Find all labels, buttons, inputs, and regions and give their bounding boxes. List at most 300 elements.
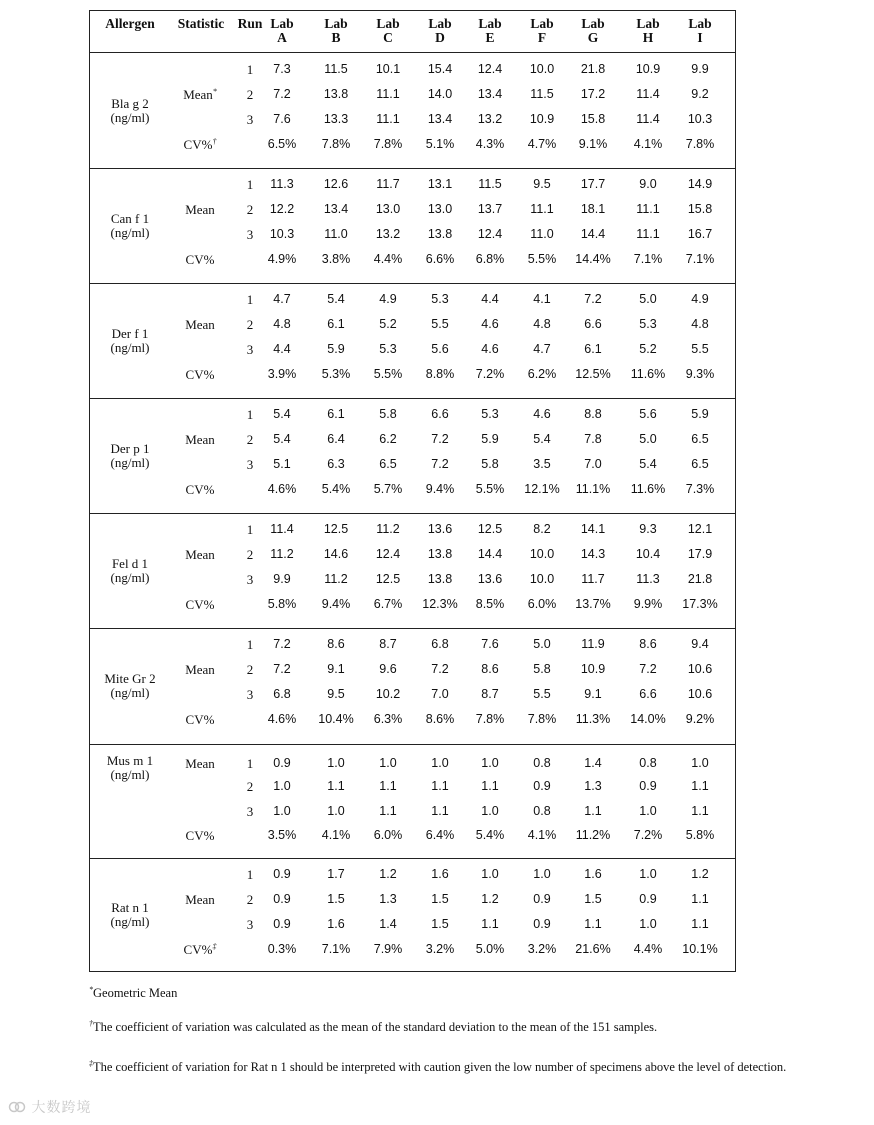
cv-value-cell: 4.1%: [527, 828, 557, 842]
value-cell: 5.3: [481, 407, 499, 421]
header-lab-top: Lab: [270, 16, 294, 31]
value-cell: 8.6: [481, 662, 499, 676]
header-lab-letter: F: [537, 30, 547, 45]
run-number: 3: [246, 687, 254, 702]
value-cell: 11.4: [270, 522, 294, 536]
value-cell: 11.5: [478, 177, 502, 191]
allergen-unit: (ng/ml): [110, 454, 150, 470]
watermark-text: 大数跨境: [31, 1100, 92, 1116]
value-cell: 8.6: [327, 637, 345, 651]
value-cell: 0.9: [273, 892, 291, 906]
allergen-unit: (ng/ml): [110, 224, 150, 240]
value-cell: 17.9: [687, 547, 713, 561]
cv-value-cell: 4.1%: [633, 137, 663, 151]
value-cell: 7.2: [431, 662, 449, 676]
cv-value-cell: 5.8%: [685, 828, 715, 842]
cv-value-cell: 6.0%: [373, 828, 403, 842]
statistic-mean-label: [172, 432, 228, 448]
cv-value-cell: 6.7%: [373, 597, 403, 611]
cv-value-cell: 7.8%: [321, 137, 351, 151]
footnote-marker: ‡: [89, 1059, 93, 1068]
mean-label-text: Mean: [185, 547, 215, 562]
value-cell: 0.8: [533, 804, 551, 818]
header-lab-letter: H: [642, 30, 654, 45]
value-cell: 6.6: [584, 317, 602, 331]
header-lab-h: [621, 17, 675, 45]
value-cell: 6.4: [327, 432, 345, 446]
value-cell: 5.4: [639, 457, 657, 471]
value-cell: 1.0: [431, 756, 449, 770]
footnote: [89, 1019, 657, 1035]
value-cell: 13.0: [375, 202, 401, 216]
value-cell: 13.6: [477, 572, 503, 586]
cv-value-cell: 3.8%: [321, 252, 351, 266]
value-cell: 16.7: [687, 227, 713, 241]
run-number: 3: [246, 112, 254, 127]
value-cell: 0.9: [639, 892, 657, 906]
allergen-unit: (ng/ml): [110, 109, 150, 125]
value-cell: 1.1: [584, 917, 602, 931]
value-cell: 1.0: [327, 804, 345, 818]
value-cell: 7.0: [431, 687, 449, 701]
value-cell: 6.8: [431, 637, 449, 651]
cv-label-text: CV%: [185, 252, 215, 267]
cv-value-cell: 4.1%: [321, 828, 351, 842]
value-cell: 1.0: [639, 867, 657, 881]
run-number: 3: [246, 572, 254, 587]
run-number: 1: [246, 407, 254, 422]
value-cell: 1.5: [584, 892, 602, 906]
value-cell: 12.4: [477, 62, 503, 76]
value-cell: 5.2: [379, 317, 397, 331]
statistic-cv-label: [172, 942, 228, 958]
cv-value-cell: 5.3%: [321, 367, 351, 381]
value-cell: 4.4: [273, 342, 291, 356]
allergen-name: Mite Gr 2: [104, 671, 156, 686]
value-cell: 5.4: [533, 432, 551, 446]
allergen-name-cell: [94, 754, 166, 782]
header-lab-e: [463, 17, 517, 45]
value-cell: 1.0: [639, 917, 657, 931]
header-lab-letter: I: [697, 30, 703, 45]
cv-value-cell: 9.9%: [633, 597, 663, 611]
value-cell: 1.0: [533, 867, 551, 881]
value-cell: 1.1: [481, 779, 499, 793]
value-cell: 7.2: [431, 432, 449, 446]
value-cell: 14.6: [323, 547, 349, 561]
value-cell: 5.3: [639, 317, 657, 331]
value-cell: 1.7: [327, 867, 345, 881]
watermark-logo: [8, 1097, 91, 1117]
header-allergen: Allergen: [105, 16, 155, 31]
footnote-marker: †: [89, 1019, 93, 1028]
allergen-name-cell: [94, 97, 166, 125]
cv-label-text: CV%: [183, 137, 213, 152]
value-cell: 1.0: [481, 867, 499, 881]
cv-value-cell: 9.1%: [578, 137, 608, 151]
allergen-group: [90, 513, 735, 629]
value-cell: 11.7: [581, 572, 605, 586]
allergen-name-cell: [94, 442, 166, 470]
value-cell: 1.6: [431, 867, 449, 881]
allergen-name: Der p 1: [110, 440, 150, 456]
mean-label-text: Mean: [185, 432, 215, 447]
value-cell: 9.5: [327, 687, 345, 701]
run-number: 1: [246, 177, 254, 192]
allergen-name-cell: [94, 557, 166, 585]
cv-value-cell: 9.4%: [321, 597, 351, 611]
value-cell: 4.9: [379, 292, 397, 306]
cv-value-cell: 7.3%: [685, 482, 715, 496]
cv-value-cell: 0.3%: [267, 942, 297, 956]
value-cell: 11.0: [324, 227, 348, 241]
run-number: 3: [246, 457, 254, 472]
header-lab-top: Lab: [688, 16, 712, 31]
cv-value-cell: 9.4%: [425, 482, 455, 496]
header-lab-letter: C: [383, 30, 393, 45]
value-cell: 10.9: [529, 112, 555, 126]
value-cell: 4.7: [533, 342, 551, 356]
value-cell: 1.1: [691, 892, 709, 906]
value-cell: 6.3: [327, 457, 345, 471]
cv-value-cell: 4.4%: [633, 942, 663, 956]
value-cell: 3.5: [533, 457, 551, 471]
cv-value-cell: 13.7%: [575, 597, 611, 611]
allergen-name-cell: [94, 672, 166, 700]
value-cell: 5.5: [431, 317, 449, 331]
cv-value-cell: 11.2%: [575, 828, 611, 842]
value-cell: 1.1: [379, 779, 397, 793]
value-cell: 13.1: [427, 177, 453, 191]
header-lab-top: Lab: [530, 16, 554, 31]
allergen-name-cell: [94, 327, 166, 355]
header-lab-letter: A: [277, 30, 287, 45]
value-cell: 13.8: [427, 227, 453, 241]
value-cell: 7.2: [273, 637, 291, 651]
value-cell: 11.5: [324, 62, 348, 76]
value-cell: 5.9: [481, 432, 499, 446]
allergen-name-cell: [94, 212, 166, 240]
allergen-unit: (ng/ml): [110, 685, 150, 700]
value-cell: 4.4: [481, 292, 499, 306]
header-lab-b: [309, 17, 363, 45]
value-cell: 0.9: [533, 892, 551, 906]
value-cell: 6.5: [691, 457, 709, 471]
cv-value-cell: 4.6%: [267, 712, 297, 726]
table-header-row: [90, 11, 735, 53]
footnote-marker: †: [212, 137, 217, 146]
value-cell: 11.2: [376, 522, 400, 536]
value-cell: 4.9: [691, 292, 709, 306]
run-number: 2: [246, 779, 254, 794]
value-cell: 1.0: [481, 756, 499, 770]
cv-value-cell: 7.1%: [633, 252, 663, 266]
run-number: 2: [246, 662, 254, 677]
cv-value-cell: 12.5%: [575, 367, 611, 381]
value-cell: 1.1: [379, 804, 397, 818]
value-cell: 4.8: [273, 317, 291, 331]
cv-value-cell: 6.0%: [527, 597, 557, 611]
cv-value-cell: 6.2%: [527, 367, 557, 381]
run-number: 1: [246, 867, 254, 882]
value-cell: 11.4: [636, 112, 660, 126]
footnote-text: The coefficient of variation for Rat n 1 should be interpreted with caution given the low number of specimens above the level of detection.: [93, 1060, 787, 1074]
statistic-cv-label: [172, 252, 228, 268]
value-cell: 7.2: [584, 292, 602, 306]
value-cell: 0.8: [533, 756, 551, 770]
value-cell: 8.7: [481, 687, 499, 701]
value-cell: 7.3: [273, 62, 291, 76]
value-cell: 8.2: [533, 522, 551, 536]
cv-value-cell: 7.9%: [373, 942, 403, 956]
value-cell: 5.0: [639, 292, 657, 306]
header-lab-a: [255, 17, 309, 45]
value-cell: 10.4: [635, 547, 661, 561]
header-lab-letter: G: [587, 30, 599, 45]
value-cell: 11.2: [270, 547, 294, 561]
statistic-mean-label: [172, 662, 228, 678]
value-cell: 11.1: [376, 112, 400, 126]
value-cell: 14.4: [477, 547, 503, 561]
cv-value-cell: 11.6%: [630, 367, 666, 381]
value-cell: 11.1: [636, 227, 660, 241]
value-cell: 4.7: [273, 292, 291, 306]
header-lab-letter: E: [485, 30, 495, 45]
run-number: 1: [246, 62, 254, 77]
statistic-cv-label: [172, 828, 228, 844]
value-cell: 4.1: [533, 292, 551, 306]
value-cell: 18.1: [580, 202, 606, 216]
value-cell: 0.9: [639, 779, 657, 793]
cv-value-cell: 6.5%: [267, 137, 297, 151]
value-cell: 4.6: [481, 317, 499, 331]
value-cell: 1.6: [327, 917, 345, 931]
cv-value-cell: 5.8%: [267, 597, 297, 611]
value-cell: 5.4: [273, 432, 291, 446]
value-cell: 9.2: [691, 87, 709, 101]
value-cell: 10.6: [687, 687, 713, 701]
value-cell: 1.5: [431, 917, 449, 931]
value-cell: 7.8: [584, 432, 602, 446]
value-cell: 1.4: [379, 917, 397, 931]
footnote-marker: *: [212, 87, 217, 96]
value-cell: 0.9: [273, 867, 291, 881]
value-cell: 5.0: [533, 637, 551, 651]
value-cell: 6.8: [273, 687, 291, 701]
value-cell: 8.8: [584, 407, 602, 421]
value-cell: 6.5: [691, 432, 709, 446]
value-cell: 10.3: [687, 112, 713, 126]
value-cell: 13.0: [427, 202, 453, 216]
run-number: 2: [246, 547, 254, 562]
header-lab-top: Lab: [376, 16, 400, 31]
allergen-group: [90, 744, 735, 859]
value-cell: 5.5: [691, 342, 709, 356]
value-cell: 12.4: [477, 227, 503, 241]
header-lab-c: [361, 17, 415, 45]
value-cell: 10.9: [580, 662, 606, 676]
value-cell: 5.1: [273, 457, 291, 471]
header-lab-top: Lab: [581, 16, 605, 31]
cv-value-cell: 7.8%: [373, 137, 403, 151]
value-cell: 1.3: [584, 779, 602, 793]
cv-value-cell: 3.9%: [267, 367, 297, 381]
mean-label-text: Mean: [183, 87, 213, 102]
value-cell: 13.4: [477, 87, 503, 101]
run-number: 2: [246, 317, 254, 332]
value-cell: 1.1: [481, 917, 499, 931]
value-cell: 1.2: [481, 892, 499, 906]
value-cell: 5.0: [639, 432, 657, 446]
value-cell: 1.4: [584, 756, 602, 770]
cv-value-cell: 5.5%: [373, 367, 403, 381]
cv-value-cell: 8.5%: [475, 597, 505, 611]
value-cell: 12.2: [269, 202, 295, 216]
value-cell: 15.8: [580, 112, 606, 126]
value-cell: 9.1: [584, 687, 602, 701]
value-cell: 1.2: [379, 867, 397, 881]
cv-value-cell: 7.2%: [475, 367, 505, 381]
value-cell: 13.8: [323, 87, 349, 101]
value-cell: 11.3: [270, 177, 294, 191]
value-cell: 1.5: [327, 892, 345, 906]
value-cell: 11.2: [324, 572, 348, 586]
value-cell: 5.6: [639, 407, 657, 421]
cv-value-cell: 7.8%: [685, 137, 715, 151]
value-cell: 4.6: [533, 407, 551, 421]
value-cell: 21.8: [580, 62, 606, 76]
cv-value-cell: 6.4%: [425, 828, 455, 842]
value-cell: 8.7: [379, 637, 397, 651]
cv-value-cell: 5.4%: [321, 482, 351, 496]
cv-value-cell: 5.5%: [475, 482, 505, 496]
header-lab-f: [515, 17, 569, 45]
value-cell: 11.0: [530, 227, 554, 241]
value-cell: 10.9: [635, 62, 661, 76]
header-lab-top: Lab: [478, 16, 502, 31]
value-cell: 5.8: [481, 457, 499, 471]
cv-value-cell: 12.3%: [422, 597, 458, 611]
value-cell: 9.1: [327, 662, 345, 676]
value-cell: 0.9: [533, 917, 551, 931]
value-cell: 5.8: [379, 407, 397, 421]
value-cell: 5.6: [431, 342, 449, 356]
value-cell: 12.5: [323, 522, 349, 536]
value-cell: 12.5: [375, 572, 401, 586]
cv-value-cell: 6.8%: [475, 252, 505, 266]
header-lab-letter: D: [435, 30, 445, 45]
value-cell: 5.5: [533, 687, 551, 701]
cv-value-cell: 10.4%: [318, 712, 354, 726]
run-number: 2: [246, 892, 254, 907]
value-cell: 5.9: [327, 342, 345, 356]
value-cell: 15.8: [687, 202, 713, 216]
cv-value-cell: 4.9%: [267, 252, 297, 266]
cv-value-cell: 14.0%: [630, 712, 666, 726]
value-cell: 14.1: [580, 522, 606, 536]
cv-value-cell: 10.1%: [682, 942, 718, 956]
statistic-cv-label: [172, 712, 228, 728]
cv-value-cell: 4.6%: [267, 482, 297, 496]
value-cell: 0.9: [273, 917, 291, 931]
run-number: 3: [246, 227, 254, 242]
header-lab-letter: B: [331, 30, 341, 45]
value-cell: 1.0: [639, 804, 657, 818]
cv-label-text: CV%: [183, 942, 213, 957]
value-cell: 11.4: [636, 87, 660, 101]
value-cell: 7.6: [481, 637, 499, 651]
cv-value-cell: 5.7%: [373, 482, 403, 496]
value-cell: 1.0: [327, 756, 345, 770]
value-cell: 1.0: [691, 756, 709, 770]
cv-value-cell: 5.5%: [527, 252, 557, 266]
header-lab-top: Lab: [324, 16, 348, 31]
allergen-group: [90, 398, 735, 514]
value-cell: 0.8: [639, 756, 657, 770]
cv-label-text: CV%: [185, 712, 215, 727]
value-cell: 0.9: [533, 779, 551, 793]
value-cell: 10.2: [375, 687, 401, 701]
cv-value-cell: 6.3%: [373, 712, 403, 726]
value-cell: 6.6: [639, 687, 657, 701]
allergen-group: [90, 628, 735, 745]
mean-label-text: Mean: [185, 892, 215, 907]
value-cell: 17.2: [580, 87, 606, 101]
value-cell: 15.4: [427, 62, 453, 76]
cv-value-cell: 17.3%: [682, 597, 718, 611]
value-cell: 1.1: [691, 779, 709, 793]
cv-value-cell: 5.4%: [475, 828, 505, 842]
footnote-text: Geometric Mean: [93, 986, 178, 1000]
cv-value-cell: 4.4%: [373, 252, 403, 266]
footnote-text: The coefficient of variation was calculated as the mean of the standard deviation to the mean of the 151 samples.: [93, 1020, 658, 1034]
value-cell: 6.6: [431, 407, 449, 421]
value-cell: 10.3: [269, 227, 295, 241]
value-cell: 9.4: [691, 637, 709, 651]
header-lab-g: [566, 17, 620, 45]
value-cell: 9.6: [379, 662, 397, 676]
value-cell: 1.1: [327, 779, 345, 793]
value-cell: 7.0: [584, 457, 602, 471]
mean-label-text: Mean: [185, 202, 215, 217]
value-cell: 10.0: [529, 62, 555, 76]
cv-value-cell: 7.8%: [475, 712, 505, 726]
value-cell: 5.3: [379, 342, 397, 356]
value-cell: 1.3: [379, 892, 397, 906]
value-cell: 5.3: [431, 292, 449, 306]
allergen-name-cell: [94, 901, 166, 929]
cv-value-cell: 4.7%: [527, 137, 557, 151]
allergen-group: [90, 858, 735, 972]
value-cell: 1.1: [431, 804, 449, 818]
cv-value-cell: 11.6%: [630, 482, 666, 496]
value-cell: 5.4: [273, 407, 291, 421]
value-cell: 6.1: [327, 407, 345, 421]
value-cell: 1.6: [584, 867, 602, 881]
value-cell: 17.7: [580, 177, 606, 191]
footnote: [89, 1059, 786, 1075]
cv-value-cell: 7.8%: [527, 712, 557, 726]
cv-value-cell: 11.3%: [575, 712, 611, 726]
value-cell: 11.7: [376, 177, 400, 191]
value-cell: 11.1: [636, 202, 660, 216]
value-cell: 12.5: [477, 522, 503, 536]
statistic-mean-label: [172, 202, 228, 218]
value-cell: 0.9: [273, 756, 291, 770]
value-cell: 14.3: [580, 547, 606, 561]
value-cell: 6.1: [327, 317, 345, 331]
value-cell: 1.2: [691, 867, 709, 881]
